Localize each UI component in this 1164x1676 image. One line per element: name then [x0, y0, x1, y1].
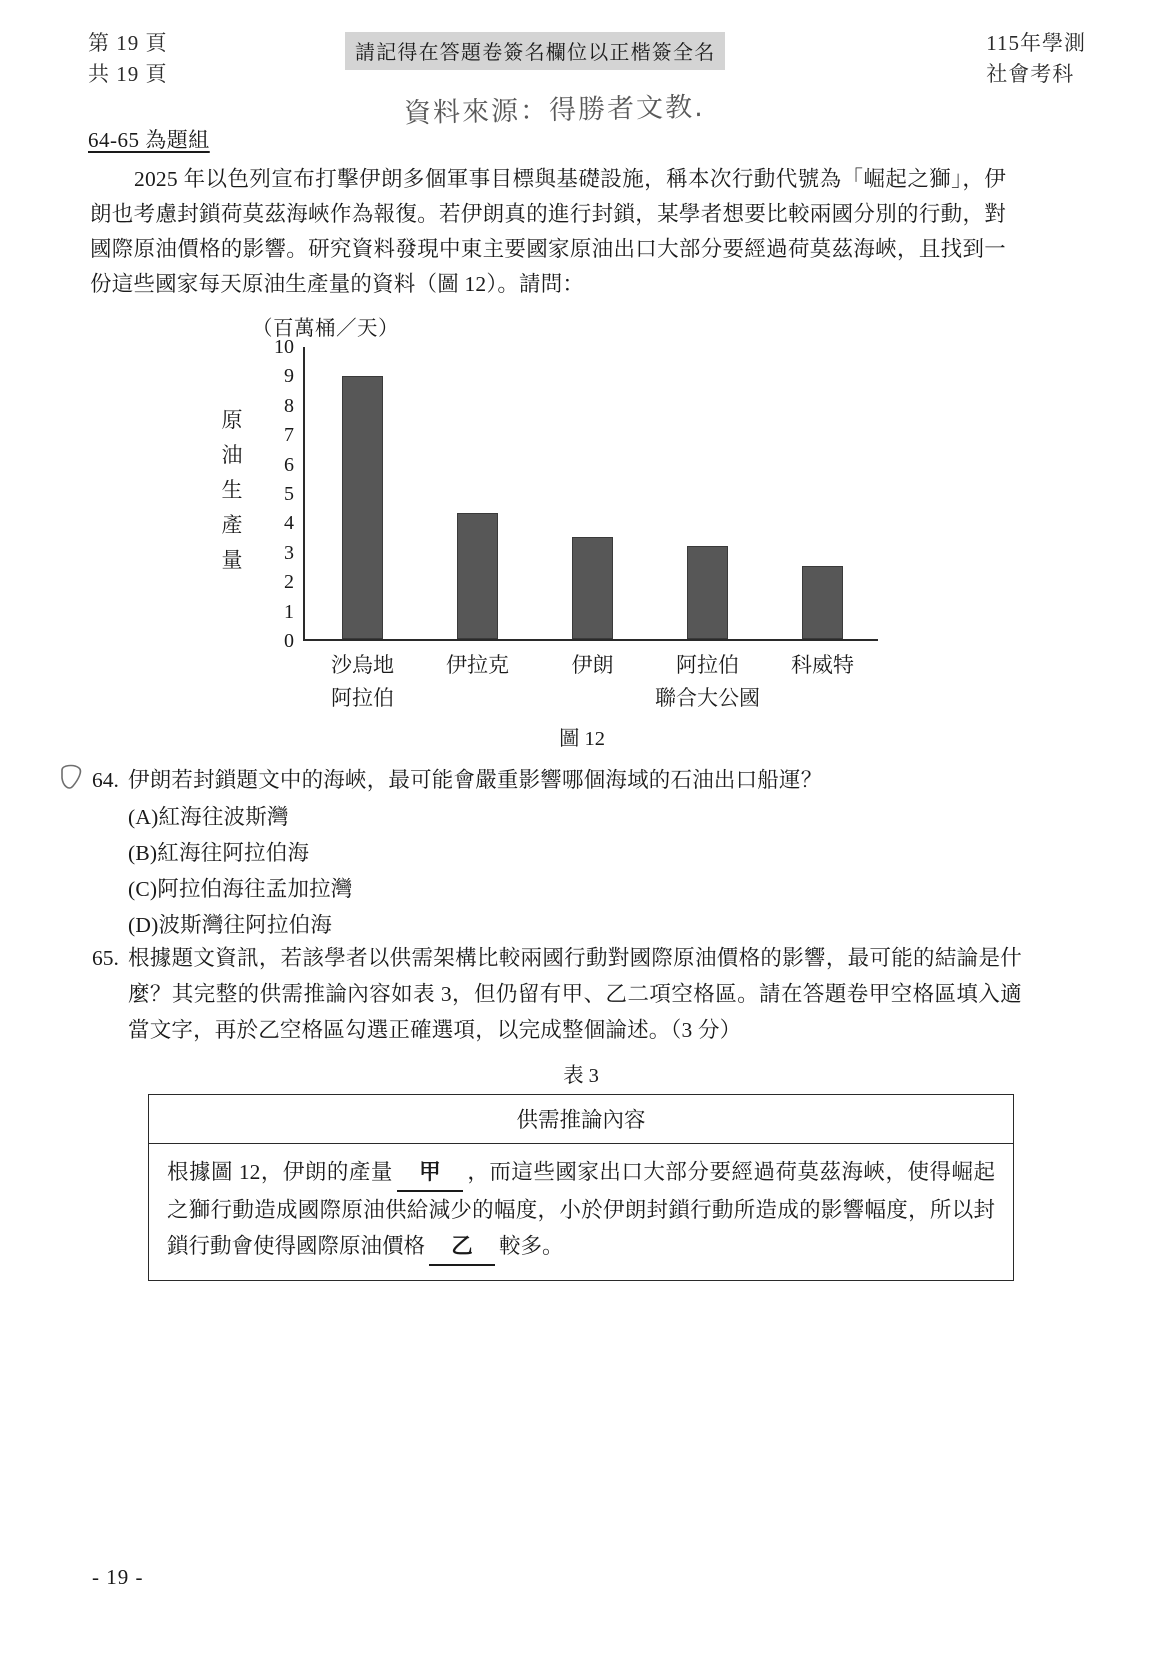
chart-y-tick-6: 6 [284, 453, 294, 476]
handwritten-check-mark [58, 760, 92, 794]
chart-bar [687, 546, 728, 639]
chart-x-tick-label-line: 伊拉克 [446, 653, 509, 677]
chart-x-tick-label-line: 伊朗 [571, 653, 614, 677]
chart-y-tick-4: 4 [284, 512, 294, 535]
figure-caption: 圖 12 [558, 728, 606, 750]
exam-subject-label: 社會考科 [986, 62, 1075, 86]
chart-x-tick-label [650, 649, 765, 715]
figure-12 [0, 305, 1164, 755]
chart-x-tick-label [305, 649, 420, 715]
table-text-part-1: 根據圖 12，伊朗的產量 [167, 1160, 393, 1184]
question-64-stem-row [92, 762, 1022, 798]
question-64-options [128, 799, 1022, 943]
question-65 [92, 940, 1022, 1048]
page-header [0, 26, 1164, 136]
chart-x-tick-label-line: 阿拉伯 [331, 686, 394, 710]
page-count-block [88, 28, 168, 90]
question-64-number: 64. [92, 768, 119, 792]
chart-x-axis-line [303, 639, 878, 641]
chart-y-tick-2: 2 [284, 571, 294, 594]
chart-y-tick-10: 10 [274, 336, 294, 358]
chart-y-tick-7: 7 [284, 424, 294, 447]
option-a[interactable]: (A)紅海往波斯灣 [128, 805, 289, 829]
chart-x-tick-label-line: 沙烏地 [331, 653, 394, 677]
chart-y-axis-title: 原油生產量 [221, 408, 243, 572]
chart-y-tick-1: 1 [284, 600, 294, 623]
chart-y-tick-8: 8 [284, 394, 294, 417]
chart-y-tick-0: 0 [284, 630, 294, 652]
chart-bar [342, 376, 383, 639]
chart-x-tick-label-line: 科威特 [791, 653, 854, 677]
chart-bar [457, 513, 498, 639]
question-group-label: 64-65 為題組 [88, 128, 210, 152]
blank-jia[interactable]: 甲 [397, 1154, 463, 1192]
chart-bar [802, 566, 843, 639]
table-3-caption: 表 3 [563, 1065, 599, 1087]
chart-x-tick-label [535, 649, 650, 682]
table-3-header-cell: 供需推論內容 [149, 1095, 1013, 1144]
page-current-label: 第 19 頁 [88, 31, 168, 55]
exam-info-block [986, 28, 1086, 90]
chart-x-tick-label-line: 阿拉伯 [676, 653, 739, 677]
signature-notice-banner: 請記得在答題卷簽名欄位以正楷簽全名 [345, 32, 725, 70]
table-3-body-cell [149, 1144, 1013, 1280]
table-text-part-3: 較多。 [499, 1234, 564, 1258]
chart-bars-group [305, 347, 878, 639]
question-64 [92, 762, 1022, 943]
question-64-stem: 伊朗若封鎖題文中的海峽，最可能會嚴重影響哪個海域的石油出口船運？ [128, 768, 823, 792]
chart-x-tick-label-line: 聯合大公國 [655, 686, 760, 710]
passage-body: 2025 年以色列宣布打擊伊朗多個軍事目標與基礎設施，稱本次行動代號為「崛起之獅」，伊朗也考慮封鎖荷莫茲海峽作為報復。若伊朗真的進行封鎖，某學者想要比較兩國分別的行動，對國際原油價格的影響。研究資料發現中東主要國家原油出口大部分要經過荷莫茲海峽，且找到一份這些國家每天原油生產量的資料（圖 12）。請問： [90, 167, 1006, 296]
chart-y-tick-3: 3 [284, 541, 294, 564]
question-65-stem-row [92, 940, 1022, 1048]
page-footer-number: - 19 - [92, 1565, 144, 1589]
chart-x-tick-label [420, 649, 535, 682]
table-text-part-2: ，而這些國家出口大部分要經過荷莫茲海峽，使得崛起之獅行動造成國際原油供給減少的幅度，小於伊朗封鎖行動所造成的影響幅度，所以封鎖行動會使得國際原油價格 [167, 1160, 995, 1258]
option-d[interactable]: (D)波斯灣往阿拉伯海 [128, 913, 333, 937]
page-total-label: 共 19 頁 [88, 62, 168, 86]
chart-x-tick-label [765, 649, 880, 682]
chart-y-tick-9: 9 [284, 365, 294, 388]
blank-yi[interactable]: 乙 [429, 1228, 495, 1266]
question-65-stem: 根據題文資訊，若該學者以供需架構比較兩國行動對國際原油價格的影響，最可能的結論是什麼？其完整的供需推論內容如表 3，但仍留有甲、乙二項空格區。請在答題卷甲空格區填入適當文字，再於乙空格區勾選正確選項，以完成整個論述。（3 分） [128, 946, 1022, 1042]
chart-y-tick-5: 5 [284, 483, 294, 505]
option-b[interactable]: (B)紅海往阿拉伯海 [128, 841, 310, 865]
chart-plot-area [274, 336, 878, 652]
table-3 [148, 1094, 1014, 1281]
passage-text [90, 162, 1006, 302]
option-c[interactable]: (C)阿拉伯海往孟加拉灣 [128, 877, 353, 901]
chart-unit-label: （百萬桶／天） [252, 318, 399, 340]
chart-x-tick-group [305, 649, 880, 721]
handwritten-source-note: 資料來源：得勝者文教. [403, 91, 705, 130]
chart-bar [572, 537, 613, 639]
question-65-number: 65. [92, 946, 119, 970]
exam-year-label: 115年學測 [986, 31, 1086, 55]
table-3-wrapper [148, 1058, 1014, 1281]
